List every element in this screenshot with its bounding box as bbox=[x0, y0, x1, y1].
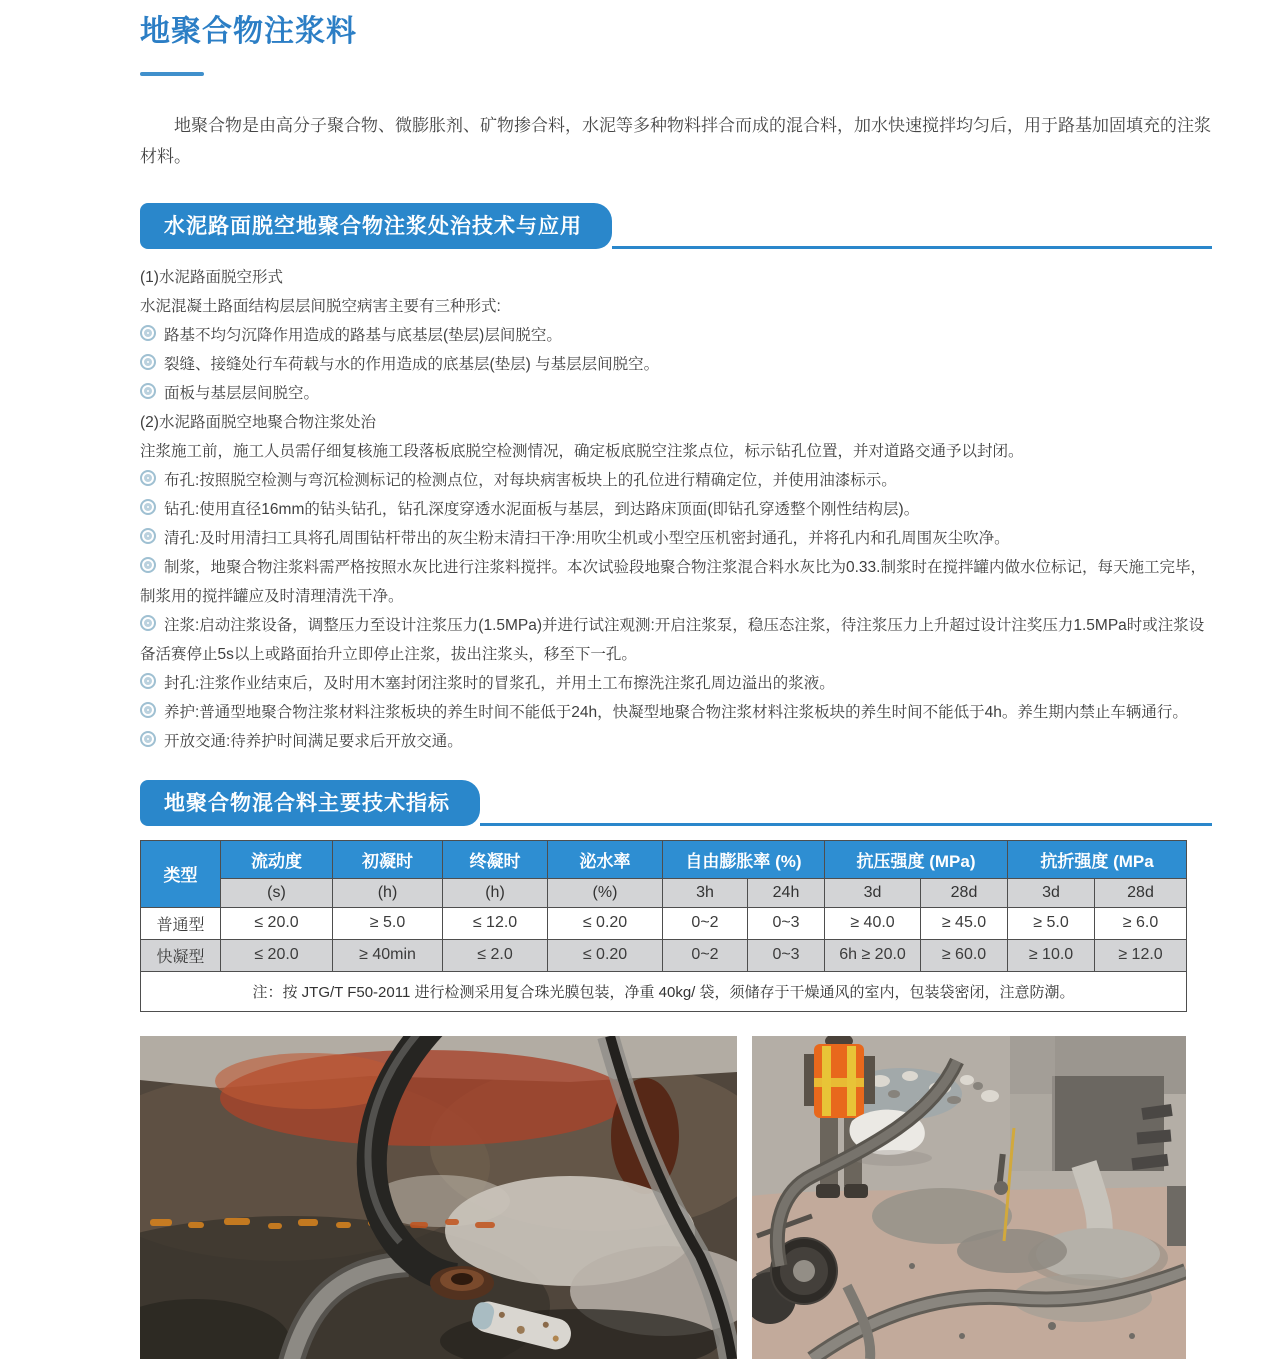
header-cell: 抗压强度 (MPa) bbox=[825, 840, 1008, 878]
bullet-item bbox=[140, 553, 1212, 611]
photo-right-illustration bbox=[752, 1036, 1186, 1359]
photo-left-grouting-hole bbox=[140, 1036, 737, 1359]
value-cell: ≥ 40min bbox=[333, 939, 443, 971]
table-note: 注：按 JTG/T F50-2011 进行检测采用复合珠光膜包装，净重 40kg/ 袋，须储存于干燥通风的室内，包装袋密闭，注意防潮。 bbox=[141, 971, 1187, 1011]
bullet-item bbox=[140, 321, 1212, 350]
ring-bullet-icon bbox=[140, 615, 156, 631]
table-note-row bbox=[141, 971, 1187, 1011]
line-text: 路基不均匀沉降作用造成的路基与底基层(垫层)层间脱空。 bbox=[164, 326, 562, 344]
value-cell: ≤ 20.0 bbox=[221, 939, 333, 971]
header-cell: 自由膨胀率 (%) bbox=[663, 840, 825, 878]
line-text: 水泥混凝土路面结构层层间脱空病害主要有三种形式: bbox=[140, 297, 501, 315]
value-cell: ≥ 6.0 bbox=[1095, 907, 1187, 939]
line-text: (2)水泥路面脱空地聚合物注浆处治 bbox=[140, 413, 376, 431]
photo-row bbox=[140, 1036, 1212, 1359]
subheader-cell: (%) bbox=[548, 878, 663, 907]
table-header-row-1 bbox=[141, 840, 1187, 878]
subheader-cell: 3d bbox=[1008, 878, 1095, 907]
value-cell: 0~2 bbox=[663, 939, 748, 971]
section2-banner bbox=[140, 780, 1212, 826]
technical-spec-table bbox=[140, 840, 1187, 1012]
line-text: 清孔:及时用清扫工具将孔周围钻杆带出的灰尘粉末清扫干净:用吹尘机或小型空压机密封通孔，并将孔内和孔周围灰尘吹净。 bbox=[164, 529, 1010, 547]
subheader-cell: (s) bbox=[221, 878, 333, 907]
header-cell: 流动度 bbox=[221, 840, 333, 878]
ring-bullet-icon bbox=[140, 383, 156, 399]
value-cell: ≥ 5.0 bbox=[1008, 907, 1095, 939]
ring-bullet-icon bbox=[140, 354, 156, 370]
value-cell: ≥ 60.0 bbox=[921, 939, 1008, 971]
value-cell: 6h ≥ 20.0 bbox=[825, 939, 921, 971]
line-text: 裂缝、接缝处行车荷载与水的作用造成的底基层(垫层) 与基层层间脱空。 bbox=[164, 355, 660, 373]
table-header-row-2 bbox=[141, 878, 1187, 907]
value-cell: ≤ 12.0 bbox=[443, 907, 548, 939]
value-cell: 0~2 bbox=[663, 907, 748, 939]
numbered-heading bbox=[140, 263, 1212, 292]
value-cell: ≤ 0.20 bbox=[548, 907, 663, 939]
header-cell: 抗折强度 (MPa bbox=[1008, 840, 1187, 878]
photo-right-grouting-work bbox=[752, 1036, 1186, 1359]
value-cell: 0~3 bbox=[748, 907, 825, 939]
line-text: 养护:普通型地聚合物注浆材料注浆板块的养生时间不能低于24h，快凝型地聚合物注浆材料注浆板块的养生时间不能低于4h。养生期内禁止车辆通行。 bbox=[164, 703, 1188, 721]
value-cell: ≤ 20.0 bbox=[221, 907, 333, 939]
value-cell: ≤ 2.0 bbox=[443, 939, 548, 971]
intro-paragraph: 地聚合物是由高分子聚合物、微膨胀剂、矿物掺合料，水泥等多种物料拌合而成的混合料，加水快速搅拌均匀后，用于路基加固填充的注浆材料。 bbox=[140, 116, 1211, 167]
ring-bullet-icon bbox=[140, 557, 156, 573]
header-cell: 初凝时 bbox=[333, 840, 443, 878]
subheader-cell: 28d bbox=[921, 878, 1008, 907]
section1-banner bbox=[140, 203, 1212, 249]
value-cell: ≥ 10.0 bbox=[1008, 939, 1095, 971]
subheader-cell: (h) bbox=[443, 878, 548, 907]
subheader-cell: (h) bbox=[333, 878, 443, 907]
subheader-cell: 3d bbox=[825, 878, 921, 907]
line-text: 开放交通:待养护时间满足要求后开放交通。 bbox=[164, 732, 463, 750]
line-text: 钻孔:使用直径16mm的钻头钻孔，钻孔深度穿透水泥面板与基层，到达路床顶面(即钻孔穿透整个刚性结构层)。 bbox=[164, 500, 920, 518]
row-type-cell: 快凝型 bbox=[141, 939, 221, 971]
photo-left-illustration bbox=[140, 1036, 737, 1359]
bullet-item bbox=[140, 350, 1212, 379]
ring-bullet-icon bbox=[140, 528, 156, 544]
subheader-cell: 3h bbox=[663, 878, 748, 907]
numbered-heading bbox=[140, 408, 1212, 437]
paragraph bbox=[140, 437, 1212, 466]
section1-body bbox=[140, 263, 1212, 756]
bullet-item bbox=[140, 727, 1212, 756]
value-cell: ≥ 5.0 bbox=[333, 907, 443, 939]
bullet-item bbox=[140, 524, 1212, 553]
ring-bullet-icon bbox=[140, 470, 156, 486]
bullet-item bbox=[140, 669, 1212, 698]
section1-banner-rule bbox=[612, 246, 1212, 249]
paragraph bbox=[140, 292, 1212, 321]
line-text: 注浆施工前，施工人员需仔细复核施工段落板底脱空检测情况，确定板底脱空注浆点位，标示钻孔位置，并对道路交通予以封闭。 bbox=[140, 442, 1024, 460]
ring-bullet-icon bbox=[140, 702, 156, 718]
ring-bullet-icon bbox=[140, 673, 156, 689]
line-text: 注浆:启动注浆设备，调整压力至设计注浆压力(1.5MPa)并进行试注观测:开启注浆泵，稳压态注浆，待注浆压力上升超过设计注奖压力1.5MPa时或注浆设备活赛停止5s以上或路面抬升立即停止注浆，拔出注浆头，移至下一孔。 bbox=[140, 616, 1205, 663]
line-text: 封孔:注浆作业结束后，及时用木塞封闭注浆时的冒浆孔，并用土工布擦洗注浆孔周边溢出的浆液。 bbox=[164, 674, 835, 692]
section1-banner-title: 水泥路面脱空地聚合物注浆处治技术与应用 bbox=[140, 203, 612, 249]
row-type-cell: 普通型 bbox=[141, 907, 221, 939]
bullet-item bbox=[140, 611, 1212, 669]
subheader-cell: 28d bbox=[1095, 878, 1187, 907]
line-text: 制浆，地聚合物注浆料需严格按照水灰比进行注浆料搅拌。本次试验段地聚合物注浆混合料水灰比为0.33.制浆时在搅拌罐内做水位标记，每天施工完毕，制浆用的搅拌罐应及时清理清洗干净。 bbox=[140, 558, 1206, 605]
line-text: (1)水泥路面脱空形式 bbox=[140, 268, 283, 286]
table-row-rapid bbox=[141, 939, 1187, 971]
header-cell: 终凝时 bbox=[443, 840, 548, 878]
section2-banner-rule bbox=[480, 823, 1212, 826]
title-underline-dash bbox=[140, 72, 204, 76]
section2-banner-title: 地聚合物混合料主要技术指标 bbox=[140, 780, 480, 826]
subheader-cell: 24h bbox=[748, 878, 825, 907]
ring-bullet-icon bbox=[140, 325, 156, 341]
ring-bullet-icon bbox=[140, 499, 156, 515]
bullet-item bbox=[140, 698, 1212, 727]
ring-bullet-icon bbox=[140, 731, 156, 747]
value-cell: ≥ 45.0 bbox=[921, 907, 1008, 939]
header-cell-type: 类型 bbox=[141, 840, 221, 907]
line-text: 布孔:按照脱空检测与弯沉检测标记的检测点位，对每块病害板块上的孔位进行精确定位，并使用油漆标示。 bbox=[164, 471, 897, 489]
bullet-item bbox=[140, 379, 1212, 408]
page-title: 地聚合物注浆料 bbox=[140, 15, 357, 48]
value-cell: 0~3 bbox=[748, 939, 825, 971]
bullet-item bbox=[140, 495, 1212, 524]
header-cell: 泌水率 bbox=[548, 840, 663, 878]
table-row-ordinary bbox=[141, 907, 1187, 939]
value-cell: ≤ 0.20 bbox=[548, 939, 663, 971]
value-cell: ≥ 40.0 bbox=[825, 907, 921, 939]
bullet-item bbox=[140, 466, 1212, 495]
line-text: 面板与基层层间脱空。 bbox=[164, 384, 320, 402]
value-cell: ≥ 12.0 bbox=[1095, 939, 1187, 971]
